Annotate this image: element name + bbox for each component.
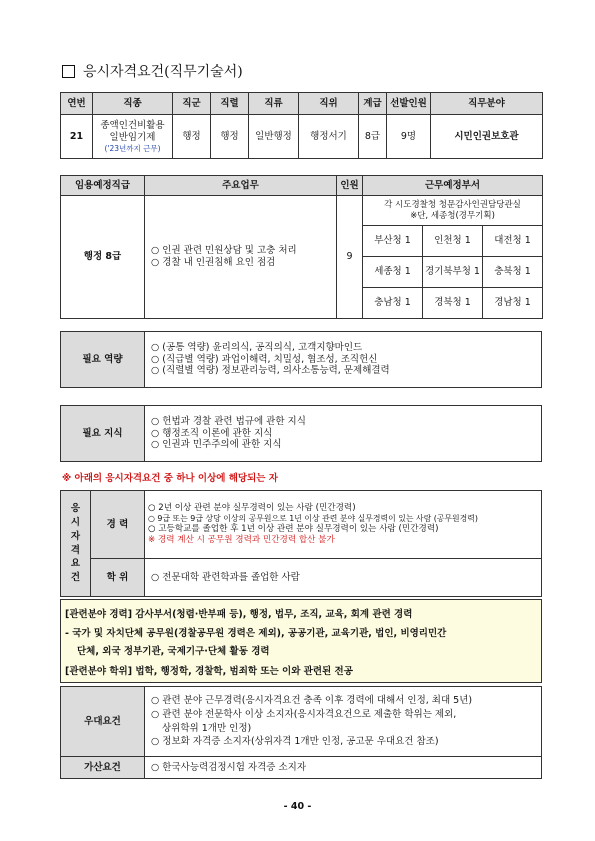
related-career: [관련분야 경력] 감사부서(청렴·반부패 등), 행정, 법무, 조직, 교육, 회계 관련 경력 [65,609,413,620]
related-degree: [관련분야 학위] 법학, 행정학, 경찰학, 범죄학 또는 이와 관련된 전공 [65,666,353,677]
header-grade: 계급 [359,93,387,115]
dept-description [363,196,543,226]
career-item: ○ 고등학교를 졸업한 후 1년 이상 관련 분야 실무경력이 있는 사람 (민간경력) [148,524,439,535]
degree-label: 학 위 [91,559,145,597]
preference-label: 우대요건 [61,687,145,757]
duty-list [145,196,337,319]
duty-item: ○ 경찰 내 인권침해 요인 점검 [151,257,276,268]
duty-grade: 행정 8급 [61,196,145,319]
side-char: 자 [70,530,81,542]
header-type: 직종 [93,93,173,115]
related-field-box [60,599,542,683]
career-item: ○ 9급 또는 9급 상당 이상의 공무원으로 1년 이상 관련 분야 실무경력이 있는 사람 (공무원경력) [148,514,479,524]
degree-item: ○ 전문대학 관련학과를 졸업한 사람 [145,559,542,597]
type-line1: 종액인건비활용 [100,119,165,131]
cell-class: 일반행정 [249,115,299,159]
dept-cell: 충북청 1 [483,257,543,288]
preference-item: ○ 관련 분야 전문학사 이상 소지자(응시자격요건으로 제출한 학위는 제외, [151,708,457,720]
cell-field: 시민인권보호관 [431,115,543,159]
side-char: 시 [70,516,81,528]
cell-group: 행정 [173,115,211,159]
preference-item: ○ 관련 분야 근무경력(응시자격요건 충족 이후 경력에 대해서 인정, 최대 5년) [151,694,473,706]
cell-count: 9명 [387,115,431,159]
dept-cell: 충남청 1 [363,288,423,319]
duty-count: 9 [337,196,363,319]
header-no: 연번 [61,93,93,115]
header-series: 직렬 [211,93,249,115]
knowledge-label: 필요 지식 [61,406,145,462]
dept-cell: 인천청 1 [423,226,483,257]
dept-cell: 경기북부청 1 [423,257,483,288]
side-char: 격 [70,544,81,556]
competency-table [60,331,542,388]
duty-item: ○ 인권 관련 민원상담 및 고충 처리 [151,245,297,257]
side-char: 요 [70,558,81,570]
qualification-table [60,490,542,597]
preference-table [60,686,542,779]
header-appoint-grade: 임용예정직급 [61,176,145,196]
dept-cell: 세종청 1 [363,257,423,288]
competency-label: 필요 역량 [61,332,145,388]
qualification-side-label [61,491,91,597]
page-title [62,61,243,81]
side-char: 건 [70,572,81,584]
knowledge-item: ○ 인권과 민주주의에 관한 지식 [151,439,282,451]
dept-cell: 경남청 1 [483,288,543,319]
knowledge-item: ○ 헌법과 경찰 관련 법규에 관한 지식 [151,415,306,427]
cell-grade: 8급 [359,115,387,159]
header-field: 직무분야 [431,93,543,115]
cell-series: 행정 [211,115,249,159]
dept-cell: 경북청 1 [423,288,483,319]
dept-desc-line2: ※단, 세종청(경무기획) [410,210,495,221]
career-label: 경 력 [91,491,145,559]
competency-list [145,332,542,388]
preference-item: 상위학위 1개만 인정) [162,722,252,734]
competency-item: ○ (직급별 역량) 과업이해력, 치밀성, 협조성, 조직헌신 [151,353,378,365]
dept-cell: 부산청 1 [363,226,423,257]
bonus-item: ○ 한국사능력검정시험 자격증 소지자 [145,757,542,779]
duty-table [60,175,543,319]
qualification-note: ※ 아래의 응시자격요건 중 하나 이상에 해당되는 자 [62,473,278,484]
header-dept: 근무예정부서 [363,176,543,196]
career-item: ○ 2년 이상 관련 분야 실무경력이 있는 사람 (민간경력) [148,503,356,514]
knowledge-list [145,406,542,462]
career-warning: ※ 경력 계산 시 공무원 경력과 민간경력 합산 불가 [148,534,335,545]
header-class: 직류 [249,93,299,115]
dept-cell: 대전청 1 [483,226,543,257]
preference-list [145,687,542,757]
related-career-detail2: 단체, 외국 정부기관, 국제기구·단체 활동 경력 [77,646,270,657]
related-career-detail: - 국가 및 자치단체 공무원(경찰공무원 경력은 제외), 공공기관, 교육기관, 법인, 비영리민간 [65,628,447,639]
knowledge-table [60,405,542,462]
competency-item: ○ (직렬별 역량) 정보관리능력, 의사소통능력, 문제해결력 [151,365,390,377]
preference-item: ○ 정보화 자격증 소지자(상위자격 1개만 인정, 공고문 우대요건 참조) [151,736,439,748]
dept-desc-line1: 각 시도경찰청 청문감사인권담당관실 [384,199,521,210]
type-note: ('23년까지 근무) [104,143,161,153]
header-count: 선발인원 [387,93,431,115]
page-number: - 40 - [283,801,312,812]
position-table [60,92,543,159]
header-position: 직위 [299,93,359,115]
type-line2: 일반임기제 [109,131,156,143]
cell-position: 행정서기 [299,115,359,159]
cell-type [93,115,173,159]
header-group: 직군 [173,93,211,115]
checkbox-square-icon [62,65,75,78]
header-main-duty: 주요업무 [145,176,337,196]
cell-no: 21 [61,115,93,159]
knowledge-item: ○ 행정조직 이론에 관한 지식 [151,427,273,439]
header-people: 인원 [337,176,363,196]
side-char: 응 [70,503,81,515]
competency-item: ○ (공통 역량) 윤리의식, 공직의식, 고객지향마인드 [151,341,363,353]
career-list [145,491,542,559]
bonus-label: 가산요건 [61,757,145,779]
page-title-text: 응시자격요건(직무기술서) [83,64,243,80]
